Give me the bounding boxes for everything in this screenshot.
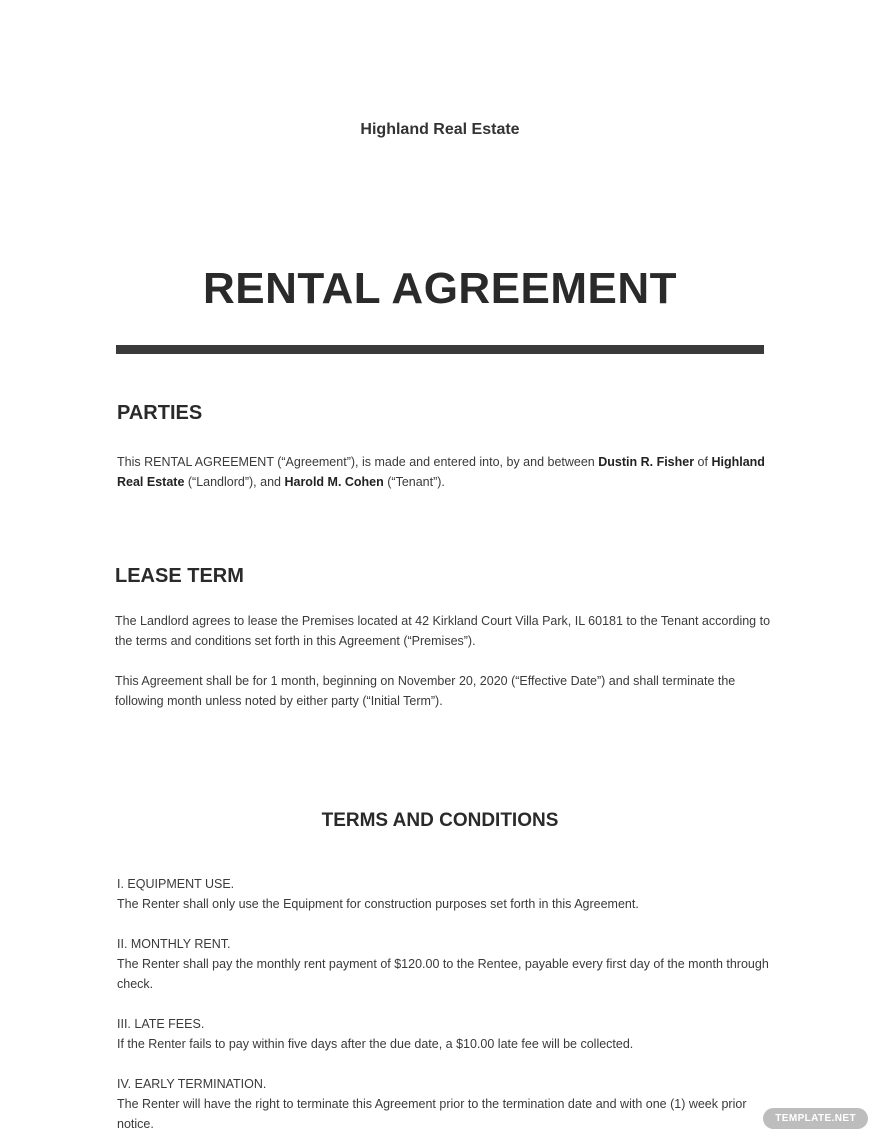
term-item-text: The Renter will have the right to terminate this Agreement prior to the termination date and with one (1) week prior notice. [117, 1097, 747, 1131]
term-item-title: IV. EARLY TERMINATION. [117, 1077, 267, 1091]
parties-text-4: (“Tenant”). [383, 475, 445, 489]
title-divider [116, 345, 764, 354]
lease-term-heading: LEASE TERM [115, 565, 244, 587]
term-item [117, 1074, 782, 1134]
term-item-text: The Renter shall pay the monthly rent payment of $120.00 to the Rentee, payable every first day of the month through check. [117, 957, 769, 991]
document-title: RENTAL AGREEMENT [202, 264, 678, 313]
landlord-name: Dustin R. Fisher [598, 455, 695, 469]
tenant-name: Harold M. Cohen [284, 475, 384, 489]
terms-heading: TERMS AND CONDITIONS [321, 810, 559, 831]
company-name: Highland Real Estate [360, 121, 520, 138]
parties-text-3: (“Landlord”), and [184, 475, 285, 489]
landlord-company: Highland Real Estate [117, 455, 765, 489]
term-item-title: I. EQUIPMENT USE. [117, 877, 235, 891]
template-watermark: TEMPLATE.NET [763, 1108, 868, 1129]
term-item-title: II. MONTHLY RENT. [117, 937, 231, 951]
parties-text-2: of [694, 455, 712, 469]
term-item-text: The Renter shall only use the Equipment for construction purposes set forth in this Agreement. [117, 897, 639, 911]
lease-term-paragraph-2: This Agreement shall be for 1 month, beginning on November 20, 2020 (“Effective Date”) and shall terminate the following month unless noted by either party (“Initial Term”). [115, 674, 736, 708]
term-item [117, 1014, 782, 1054]
term-item [117, 874, 782, 914]
term-item-title: III. LATE FEES. [117, 1017, 205, 1031]
lease-term-paragraph-1: The Landlord agrees to lease the Premises located at 42 Kirkland Court Villa Park, IL 60181 to the Tenant according to the terms and conditions set forth in this Agreement (“Premises”). [115, 614, 771, 648]
parties-paragraph [117, 452, 782, 492]
parties-text-1: This RENTAL AGREEMENT (“Agreement”), is made and entered into, by and between [117, 455, 599, 469]
parties-heading: PARTIES [117, 402, 203, 424]
term-item [117, 934, 782, 994]
term-item-text: If the Renter fails to pay within five days after the due date, a $10.00 late fee will be collected. [117, 1037, 634, 1051]
